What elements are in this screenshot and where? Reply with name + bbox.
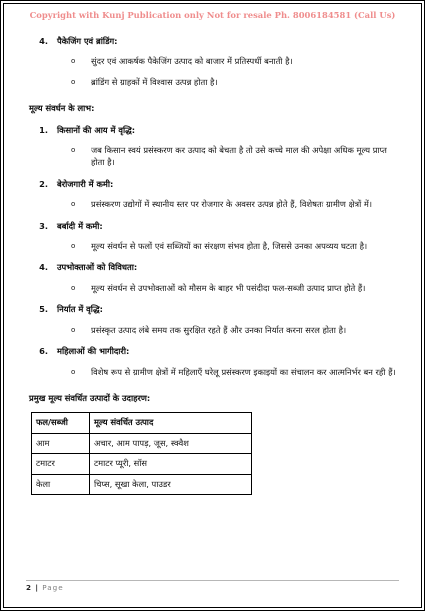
page-content: [29, 35, 402, 495]
item-number: 1.: [39, 124, 48, 135]
bullet-icon: o: [71, 57, 76, 66]
bullet-point: [29, 198, 402, 210]
numbered-heading: [29, 124, 402, 136]
benefit-item: [29, 220, 402, 253]
numbered-heading: [29, 35, 402, 47]
point-text: जब किसान स्वयं प्रसंस्करण कर उत्पाद को बेचता है तो उसे कच्चे माल की अपेक्षा अधिक मूल्य प्राप्त होता है।: [91, 145, 387, 168]
point-text: विशेष रूप से ग्रामीण क्षेत्रों में महिलाएँ घरेलू प्रसंस्करण इकाइयों का संचालन कर आत्मनिर्भर बन रही हैं।: [91, 366, 396, 377]
page-number: 2: [26, 583, 32, 592]
packaging-section: [29, 35, 402, 88]
table-row: [32, 433, 252, 453]
bullet-point: [29, 144, 402, 169]
point-text: मूल्य संवर्धन से फलों एवं सब्जियों का संरक्षण संभव होता है, जिससे उनका अपव्यय घटता है।: [91, 241, 368, 252]
examples-table: [31, 412, 252, 495]
table-header-row: [32, 413, 252, 433]
numbered-heading: [29, 261, 402, 273]
table-cell: टमाटर प्यूरी, सॉस: [90, 454, 252, 474]
bullet-point: [29, 55, 402, 67]
table-cell: टमाटर: [32, 454, 90, 474]
numbered-heading: [29, 220, 402, 232]
item-title: बर्बादी में कमी:: [57, 220, 103, 231]
bullet-icon: o: [71, 367, 76, 376]
item-number: 6.: [39, 346, 48, 357]
table-cell: अचार, आम पापड़, जूस, स्क्वैश: [90, 433, 252, 453]
benefit-item: [29, 345, 402, 378]
bullet-point: [29, 282, 402, 294]
bullet-icon: o: [71, 283, 76, 292]
numbered-heading: [29, 178, 402, 190]
page-word: Page: [42, 583, 64, 592]
benefit-item: [29, 303, 402, 336]
column-header: फल/सब्जी: [32, 413, 90, 433]
benefit-item: [29, 261, 402, 294]
copyright-header: Copyright with Kunj Publication only Not for resale Ph. 8006184581 (Call Us): [29, 10, 396, 20]
bullet-icon: o: [71, 200, 76, 209]
footer-separator: |: [35, 583, 38, 592]
examples-heading: प्रमुख मूल्य संवर्धित उत्पादों के उदाहरण:: [29, 392, 151, 403]
column-header: मूल्य संवर्धित उत्पाद: [90, 413, 252, 433]
bullet-icon: o: [71, 242, 76, 251]
benefits-heading: मूल्य संवर्धन के लाभ:: [29, 103, 95, 114]
point-text: ब्रांडिंग से ग्राहकों में विश्वास उत्पन्न होता है।: [91, 76, 218, 87]
item-title: महिलाओं की भागीदारी:: [57, 346, 130, 357]
item-title: बेरोजगारी में कमी:: [57, 178, 114, 189]
item-title: पैकेजिंग एवं ब्रांडिंग:: [57, 36, 118, 46]
item-number: 2.: [39, 178, 48, 189]
benefit-item: [29, 178, 402, 211]
benefit-item: [29, 124, 402, 169]
table-row: [32, 454, 252, 474]
bullet-point: [29, 366, 402, 378]
point-text: प्रसंस्करण उद्योगों में स्थानीय स्तर पर रोजगार के अवसर उत्पन्न होते हैं, विशेषतः ग्रामीण क्षेत्रों में।: [91, 199, 372, 210]
item-title: उपभोक्ताओं को विविधता:: [57, 262, 138, 273]
item-number: 5.: [39, 304, 48, 315]
item-title: निर्यात में वृद्धि:: [57, 304, 103, 315]
item-number: 3.: [39, 220, 48, 231]
numbered-heading: [29, 303, 402, 315]
table-cell: केला: [32, 474, 90, 494]
bullet-point: [29, 324, 402, 336]
table-cell: चिप्स, सूखा केला, पाउडर: [90, 474, 252, 494]
bullet-point: [29, 76, 402, 88]
table-row: [32, 474, 252, 494]
point-text: सुंदर एवं आकर्षक पैकेजिंग उत्पाद को बाजार में प्रतिस्पर्धी बनाती है।: [91, 56, 293, 67]
bullet-icon: o: [71, 325, 76, 334]
item-number: 4.: [39, 36, 48, 46]
bullet-icon: o: [71, 146, 76, 155]
item-title: किसानों की आय में वृद्धि:: [57, 124, 136, 135]
point-text: मूल्य संवर्धन से उपभोक्ताओं को मौसम के बाहर भी पसंदीदा फल-सब्जी उत्पाद प्राप्त होते हैं।: [91, 282, 366, 293]
page-footer: [26, 580, 399, 592]
bullet-icon: o: [71, 77, 76, 86]
point-text: प्रसंस्कृत उत्पाद लंबे समय तक सुरक्षित रहते हैं और उनका निर्यात करना सरल होता है।: [91, 324, 347, 335]
bullet-point: [29, 240, 402, 252]
table-cell: आम: [32, 433, 90, 453]
item-number: 4.: [39, 262, 48, 273]
numbered-heading: [29, 345, 402, 357]
